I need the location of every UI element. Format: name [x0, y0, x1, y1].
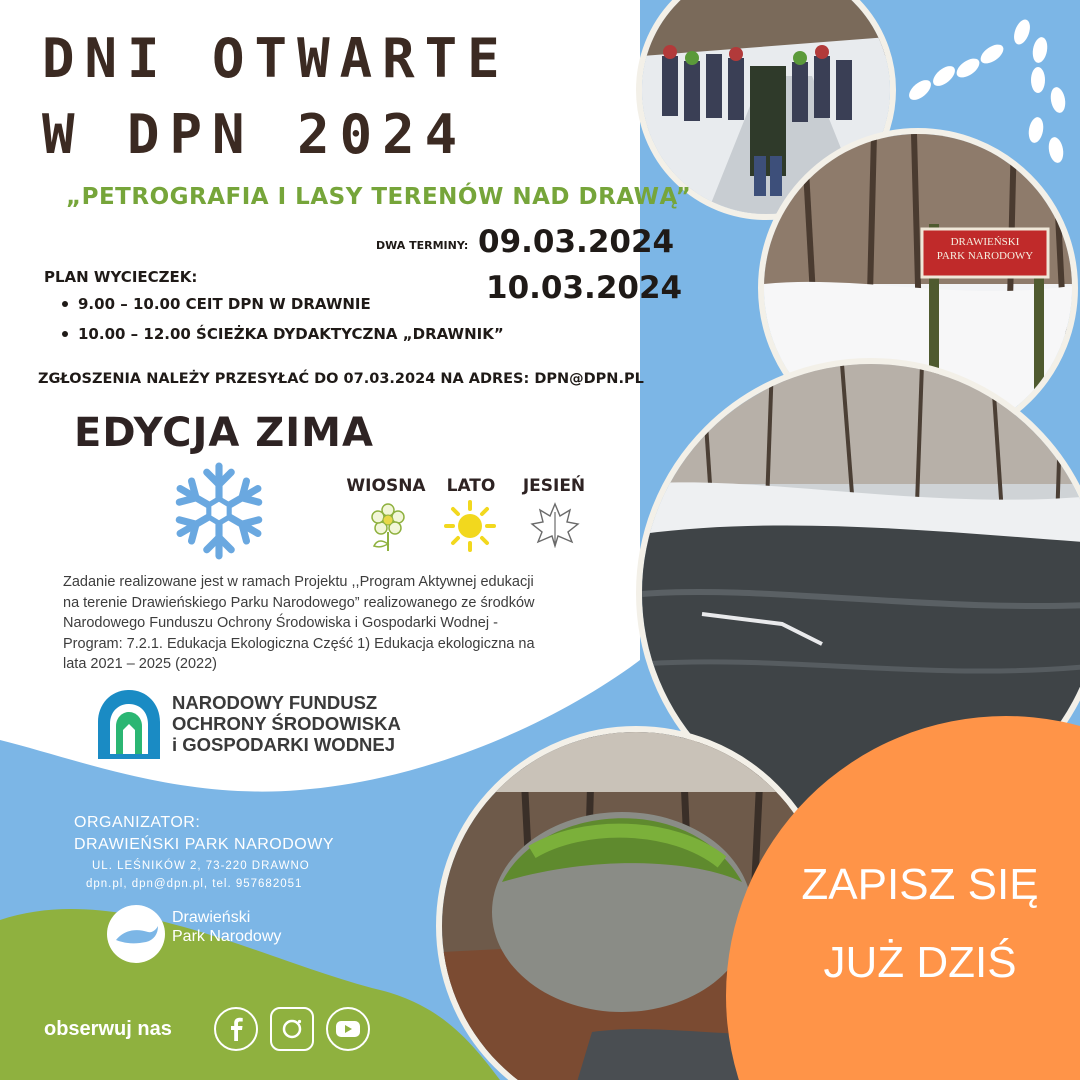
sign-line-1: DRAWIEŃSKI: [950, 236, 1020, 248]
funding-paragraph: [63, 572, 583, 675]
park-logo-line-2: Park Narodowy: [172, 928, 282, 945]
edition-title: EDYCJA ZIMA: [74, 410, 374, 456]
funding-line-2: na terenie Drawieńskiego Parku Narodowego” realizowanego ze środków: [63, 594, 535, 611]
season-summer-label: LATO: [446, 476, 496, 496]
cta-line-2: JUŻ DZIŚ: [823, 938, 1017, 987]
fund-logo-icon: [96, 688, 162, 760]
funding-line-3: Narodowego Funduszu Ochrony Środowiska i Gospodarki Wodnej -: [63, 615, 498, 631]
date-2: 10.03.2024: [486, 270, 683, 306]
page-title-line-2: W DPN 2024: [42, 103, 468, 166]
season-spring-label: WIOSNA: [346, 476, 426, 496]
season-autumn-label: JESIEŃ: [522, 476, 586, 496]
subtitle: „PETROGRAFIA I LASY TERENÓW NAD DRAWĄ”: [66, 184, 692, 210]
dates-label: DWA TERMINY:: [376, 239, 469, 252]
sign-line-2: PARK NARODOWY: [936, 250, 1034, 262]
cta-line-1: ZAPISZ SIĘ: [801, 860, 1039, 909]
bullet-icon: [62, 331, 68, 337]
park-logo-icon: [106, 904, 166, 964]
funding-line-1: Zadanie realizowane jest w ramach Projektu ,,Program Aktywnej edukacji: [63, 574, 534, 590]
organizer-label: ORGANIZATOR:: [74, 814, 201, 831]
plan-heading: PLAN WYCIECZEK:: [44, 268, 198, 286]
snowflake-icon: [168, 460, 270, 562]
bullet-icon: [62, 301, 68, 307]
plan-item-1-text: 9.00 – 10.00 CEIT DPN W DRAWNIE: [78, 295, 371, 313]
funding-line-4: Program: 7.2.1. Edukacja Ekologiczna Część 1) Edukacja ekologiczna na: [63, 635, 535, 652]
page-title-line-1: DNI OTWARTE: [42, 27, 510, 90]
park-logo-text: [172, 908, 281, 946]
fund-logo-text: [172, 692, 401, 755]
funding-line-5: lata 2021 – 2025 (2022): [63, 656, 217, 672]
follow-label: obserwuj nas: [44, 1018, 172, 1040]
fund-line-1: NARODOWY FUNDUSZ: [172, 692, 378, 713]
youtube-icon[interactable]: [326, 1007, 370, 1051]
fund-line-2: OCHRONY ŚRODOWISKA: [172, 713, 401, 734]
plan-item-2-text: 10.00 – 12.00 ŚCIEŻKA DYDAKTYCZNA „DRAWNIK”: [78, 325, 504, 343]
park-logo-line-1: Drawieński: [172, 909, 251, 926]
registration-text: ZGŁOSZENIA NALEŻY PRZESYŁAĆ DO 07.03.2024 NA ADRES: DPN@DPN.PL: [38, 371, 644, 387]
organizer-contact[interactable]: dpn.pl, dpn@dpn.pl, tel. 957682051: [86, 878, 303, 890]
leaf-icon: [530, 502, 580, 548]
flower-icon: [366, 502, 410, 552]
date-1: 09.03.2024: [478, 224, 675, 260]
cta-text[interactable]: [760, 852, 1080, 996]
fund-line-3: i GOSPODARKI WODNEJ: [172, 734, 396, 755]
plan-item-2: [62, 325, 504, 343]
organizer-address: UL. LEŚNIKÓW 2, 73-220 DRAWNO: [92, 860, 310, 872]
instagram-icon[interactable]: [270, 1007, 314, 1051]
organizer-name: DRAWIEŃSKI PARK NARODOWY: [74, 836, 335, 853]
plan-item-1: [62, 295, 371, 313]
sign-text: [922, 235, 1048, 263]
sun-icon: [444, 500, 496, 552]
facebook-icon[interactable]: [214, 1007, 258, 1051]
